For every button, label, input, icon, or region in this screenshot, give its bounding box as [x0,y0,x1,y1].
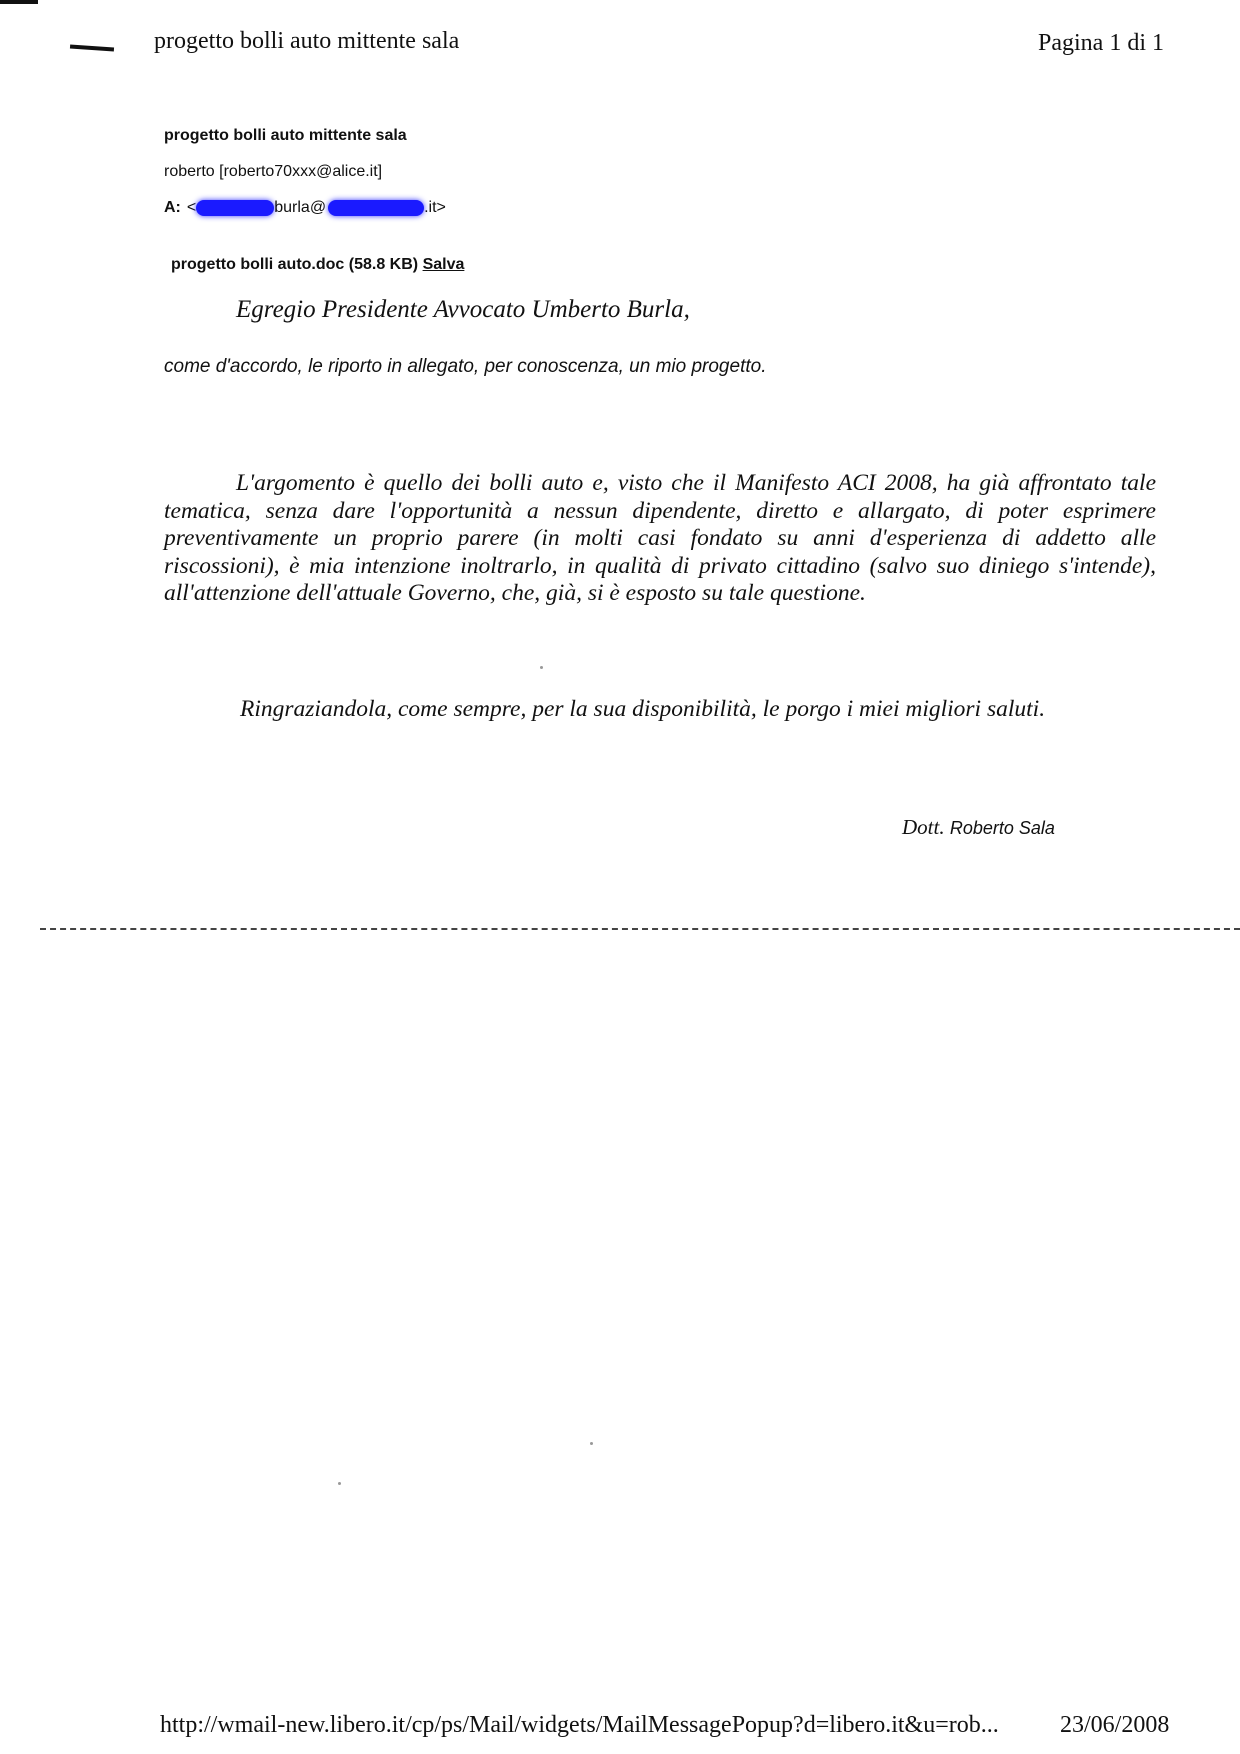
print-footer-date: 23/06/2008 [1060,1712,1170,1738]
signature-title: Dott. [902,815,945,839]
scan-speck [338,1482,341,1485]
recipient-label: A: [164,199,181,216]
recipient-address-end: .it> [424,199,446,216]
page-divider [40,928,1240,930]
redaction-mark [196,200,274,216]
attachment-filename[interactable]: progetto bolli auto.doc (58.8 KB) [171,256,419,273]
letter-closing: Ringraziandola, come sempre, per la sua disponibilità, le porgo i miei migliori saluti. [240,696,1046,722]
email-sender: roberto [roberto70xxx@alice.it] [164,163,383,180]
letter-signature [902,815,1055,840]
print-footer-url: http://wmail-new.libero.it/cp/ps/Mail/widgets/MailMessagePopup?d=libero.it&u=rob... [160,1712,999,1738]
attachment-row [171,256,464,274]
letter-intro: come d'accordo, le riporto in allegato, per conoscenza, un mio progetto. [164,356,767,377]
signature-name: Roberto Sala [949,818,1055,838]
recipient-open-bracket: < [186,199,197,216]
email-recipient-row [164,199,446,217]
redaction-mark [328,200,424,216]
letter-salutation: Egregio Presidente Avvocato Umberto Burla, [236,296,690,323]
scan-corner-mark [0,0,38,4]
letter-body-paragraph: L'argomento è quello dei bolli auto e, visto che il Manifesto ACI 2008, ha già affrontato tale tematica, senza dare l'opportunità a nessun dipendente, diretto e allargato, di poter esprimere preventivamente un proprio parere (in molti casi fondato su anni d'esperienza di addetto alle riscossioni), è mia intenzione inoltrarlo, in qualità di privato cittadino (salvo suo diniego s'intende), all'attenzione dell'attuale Governo, che, già, si è esposto su tale questione. [164,470,1156,606]
print-header-title: progetto bolli auto mittente sala [154,28,460,54]
email-subject: progetto bolli auto mittente sala [164,127,407,144]
scan-pen-mark [70,44,114,51]
recipient-address-part: burla@ [274,199,327,216]
print-header-page-number: Pagina 1 di 1 [1038,30,1164,56]
scan-speck [590,1442,593,1445]
save-attachment-link[interactable]: Salva [422,256,465,273]
scan-speck [540,666,543,669]
